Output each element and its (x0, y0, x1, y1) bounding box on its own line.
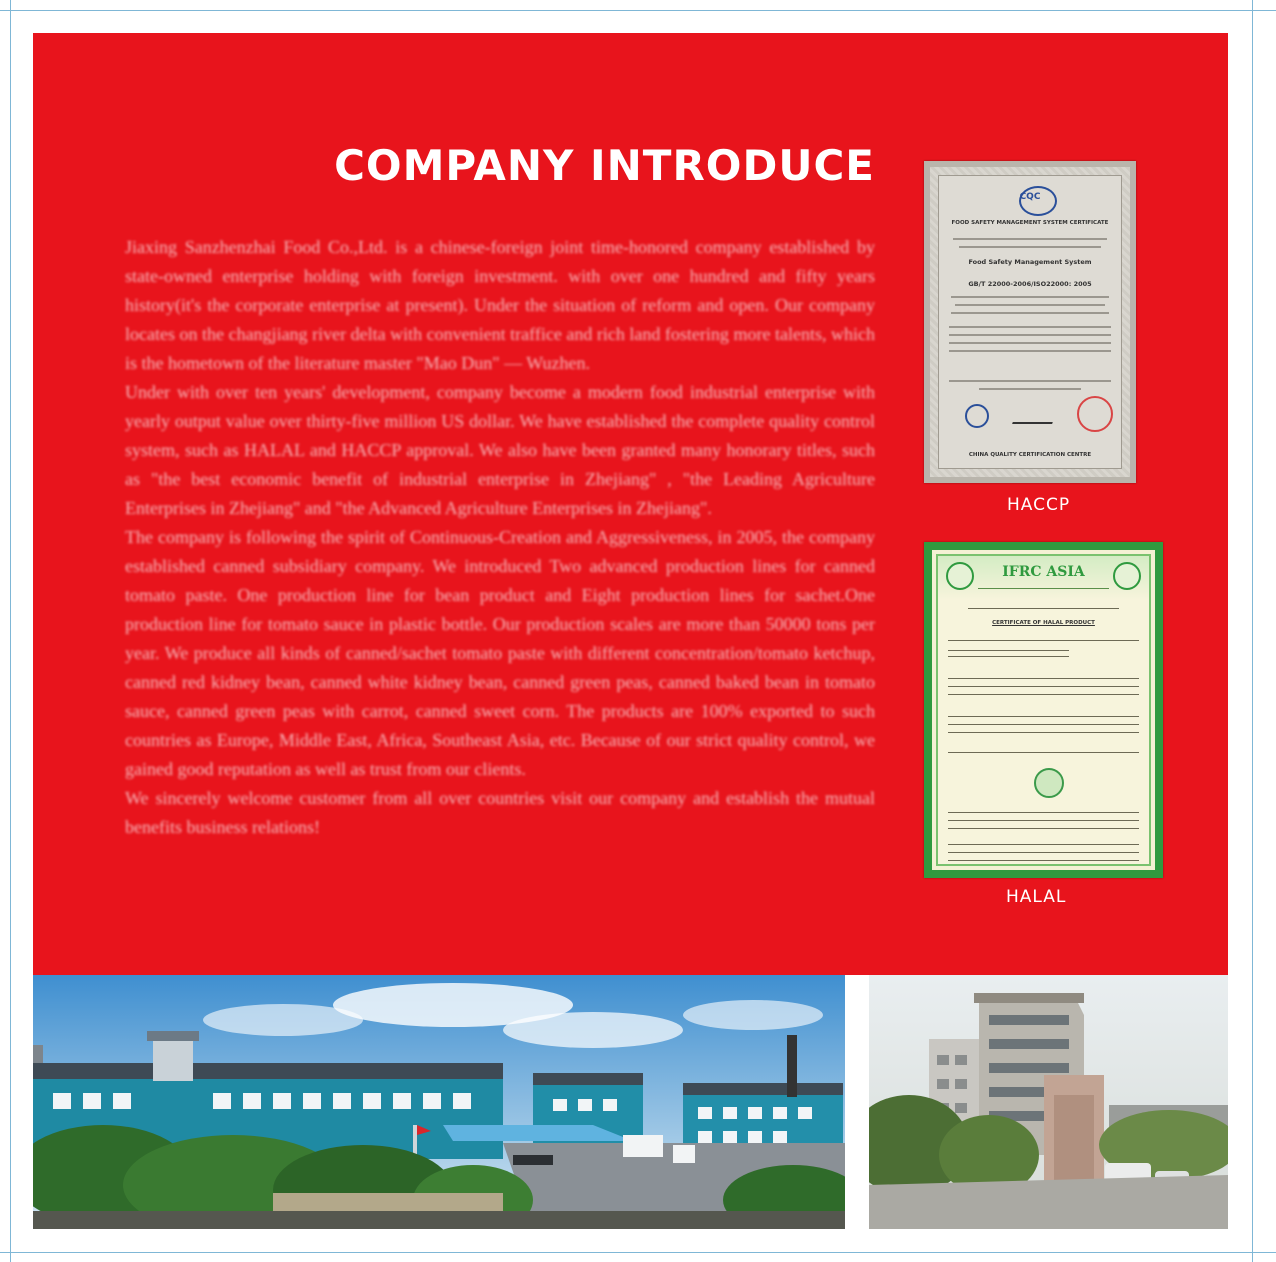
certificate-issuer: CHINA QUALITY CERTIFICATION CENTRE (968, 452, 1092, 458)
cert-text-line (959, 246, 1101, 248)
frame-line-right (1252, 0, 1253, 1262)
cert-text-line (948, 716, 1139, 717)
frame-line-left (10, 0, 11, 1262)
cert-text-line (948, 678, 1139, 679)
cert-text-line (948, 686, 1139, 687)
page-title: COMPANY INTRODUCE (334, 141, 875, 190)
haccp-certificate-image (924, 161, 1136, 483)
cert-text-line (979, 388, 1081, 390)
signature-icon (1012, 408, 1058, 424)
intro-paragraph: Under with over ten years' development, company become a modern food industrial enterprise with yearly output value over thirty-five million US dollar. We have established the complete quality control system, such as HALAL and HACCP approval. We also have been granted many honorary titles, such as "the best economic benefit of industrial enterprise in Zhejiang" , "the Leading Agriculture Enterprises in Zhejiang" and "the Advanced Agriculture Enterprises in Zhejiang". (125, 382, 875, 518)
cqc-logo-text: CQC (1019, 192, 1041, 202)
cert-text-line (948, 656, 1069, 657)
factory-photo (33, 975, 845, 1229)
frame-line-top (0, 10, 1276, 11)
haccp-caption: HACCP (1007, 495, 1071, 515)
cert-text-line (949, 334, 1111, 336)
cert-text-line (948, 820, 1139, 821)
cert-text-line (948, 860, 1139, 861)
halal-caption: HALAL (1006, 887, 1067, 907)
cert-text-line (948, 828, 1139, 829)
cnas-mark-icon (965, 404, 989, 428)
factory-photo-illustration (33, 975, 845, 1229)
office-building-photo (869, 975, 1228, 1229)
cert-text-line (948, 732, 1139, 733)
halal-certificate-title: CERTIFICATE OF HALAL PRODUCT (992, 620, 1095, 626)
company-intro-text (125, 233, 875, 842)
cert-text-line (948, 852, 1139, 853)
cert-text-line (948, 752, 1139, 753)
cert-text-line (948, 640, 1139, 641)
cert-text-line (951, 312, 1109, 314)
intro-paragraph: Jiaxing Sanzhenzhai Food Co.,Ltd. is a chinese-foreign joint time-honored company established by state-owned enterprise holding with foreign investment. with over one hundred and fifty years history(it's the corporate enterprise at present). Under the situation of reform and open. Our company locates on the changjiang river delta with convenient traffice and rich land fostering more talents, which is the hometown of the literature master "Mao Dun" — Wuzhen. (125, 237, 875, 373)
official-seal-icon (1077, 396, 1113, 432)
certificate-title: FOOD SAFETY MANAGEMENT SYSTEM CERTIFICATE (951, 220, 1109, 226)
cert-text-line (968, 608, 1119, 609)
cert-text-line (955, 304, 1105, 306)
certificate-subtitle: Food Safety Management System (968, 258, 1092, 266)
office-photo-illustration (869, 975, 1228, 1229)
cert-text-line (949, 342, 1111, 344)
frame-line-bottom (0, 1252, 1276, 1253)
cert-text-line (978, 588, 1109, 589)
intro-paragraph: We sincerely welcome customer from all over countries visit our company and establish the mutual benefits business relations! (125, 788, 875, 837)
cert-text-line (951, 296, 1109, 298)
cert-text-line (948, 812, 1139, 813)
cert-text-line (949, 326, 1111, 328)
intro-paragraph: The company is following the spirit of Continuous-Creation and Aggressiveness, in 2005, the company established canned subsidiary company. We introduced Two advanced production lines for canned tomato paste. One production line for bean product and Eight production lines for sachet.One production line for tomato sauce in plastic bottle. Our production scales are more than 50000 tons per year. We produce all kinds of canned/sachet tomato paste with different concentration/tomato ketchup, canned red kidney bean, canned white kidney bean, canned green peas, canned baked bean in tomato sauce, canned green peas with carrot, canned sweet corn. The products are 100% exported to such countries as Europe, Middle East, Africa, Southeast Asia, etc. Because of our strict quality control, we gained good reputation as well as trust from our clients. (125, 527, 875, 779)
cert-text-line (948, 694, 1139, 695)
red-panel (33, 33, 1228, 975)
certificate-standard: GB/T 22000-2006/ISO22000: 2005 (968, 280, 1092, 288)
cert-text-line (948, 650, 1069, 651)
cert-text-line (953, 238, 1107, 240)
cert-text-line (948, 844, 1139, 845)
cert-text-line (949, 380, 1111, 382)
cert-text-line (948, 724, 1139, 725)
halal-seal-icon (1034, 768, 1064, 798)
ifrc-asia-logo: IFRC ASIA (1002, 564, 1085, 580)
cert-text-line (949, 350, 1111, 352)
halal-certificate-image (924, 542, 1163, 878)
